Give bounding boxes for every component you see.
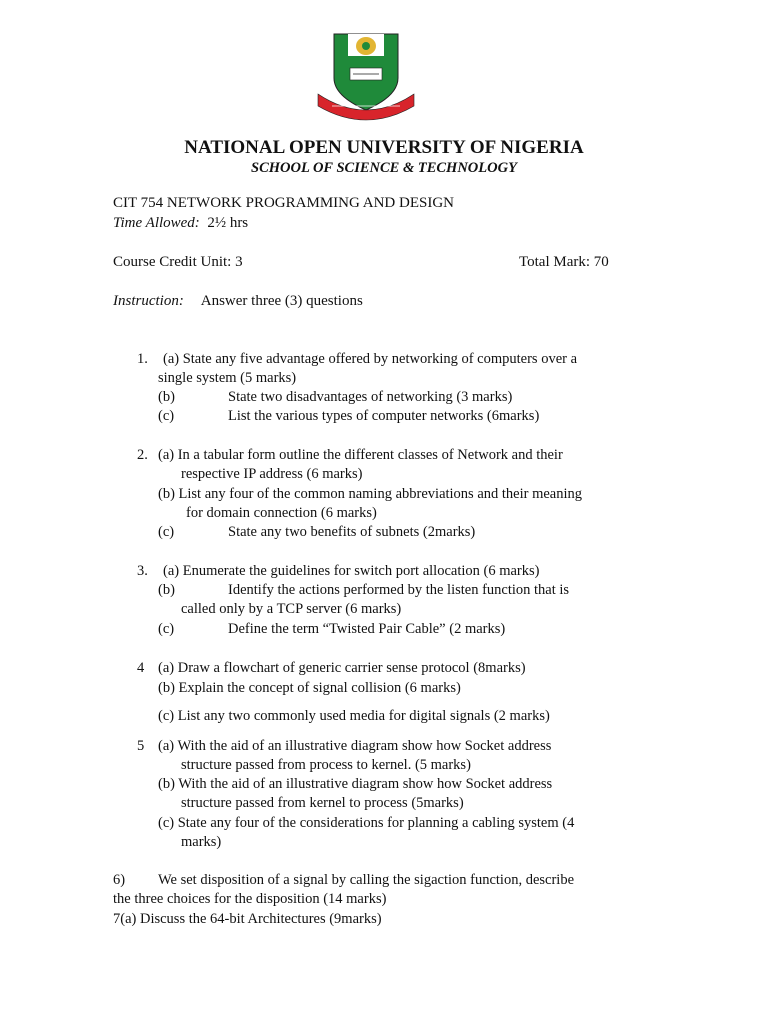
question-4-number: 4	[137, 660, 145, 676]
question-2-number: 2.	[137, 447, 148, 463]
question-2c-label: (c)	[158, 524, 175, 540]
question-4b: (b) Explain the concept of signal collision (6 marks)	[158, 680, 461, 696]
question-1b-label: (b)	[158, 389, 175, 405]
question-3c-label: (c)	[158, 621, 175, 637]
question-2a-line2: respective IP address (6 marks)	[181, 466, 363, 482]
question-1a-line2: single system (5 marks)	[158, 370, 297, 386]
total-mark: Total Mark: 70	[519, 254, 609, 270]
question-2c: State any two benefits of subnets (2marks)	[228, 524, 476, 540]
question-5c-line2: marks)	[181, 834, 222, 850]
question-6-number: 6)	[113, 872, 126, 888]
question-5a-line1: (a) With the aid of an illustrative diagram show how Socket address	[158, 738, 552, 754]
question-5c-line1: (c) State any four of the considerations for planning a cabling system (4	[158, 815, 575, 831]
course-credit-unit: Course Credit Unit: 3	[113, 254, 243, 270]
question-7-line1: 7(a) Discuss the 64-bit Architectures (9marks)	[113, 911, 382, 927]
question-5b-line1: (b) With the aid of an illustrative diagram show how Socket address	[158, 776, 553, 792]
question-5a-line2: structure passed from process to kernel. (5 marks)	[181, 757, 471, 773]
question-1-number: 1.	[137, 351, 148, 367]
question-2a-line1: (a) In a tabular form outline the different classes of Network and their	[158, 447, 563, 463]
instruction-text: Answer three (3) questions	[200, 293, 363, 309]
question-2b-line1: (b) List any four of the common naming abbreviations and their meaning	[158, 486, 583, 502]
question-1b: State two disadvantages of networking (3 marks)	[228, 389, 513, 405]
question-3-number: 3.	[137, 563, 148, 579]
question-2b-line2: for domain connection (6 marks)	[186, 505, 377, 521]
question-3b-line2: called only by a TCP server (6 marks)	[181, 601, 402, 617]
question-3c: Define the term “Twisted Pair Cable” (2 marks)	[228, 621, 506, 637]
question-4a: (a) Draw a flowchart of generic carrier sense protocol (8marks)	[158, 660, 526, 676]
question-3b-line1: Identify the actions performed by the listen function that is	[228, 582, 570, 598]
time-value: 2½ hrs	[207, 215, 249, 231]
question-5-number: 5	[137, 738, 145, 754]
instruction-label: Instruction:	[113, 293, 184, 309]
question-5b-line2: structure passed from kernel to process (5marks)	[181, 795, 464, 811]
question-3a: (a) Enumerate the guidelines for switch port allocation (6 marks)	[163, 563, 540, 579]
question-1c: List the various types of computer networks (6marks)	[228, 408, 540, 424]
question-4c: (c) List any two commonly used media for digital signals (2 marks)	[158, 708, 550, 724]
instruction	[113, 292, 363, 311]
question-1c-label: (c)	[158, 408, 175, 424]
time-allowed	[113, 214, 248, 233]
question-6-line1: We set disposition of a signal by calling the sigaction function, describe	[158, 872, 575, 888]
school-subtitle: SCHOOL OF SCIENCE & TECHNOLOGY	[251, 160, 517, 176]
university-title: NATIONAL OPEN UNIVERSITY OF NIGERIA	[184, 137, 584, 158]
question-1a-line1: (a) State any five advantage offered by networking of computers over a	[163, 351, 578, 367]
course-code-title: CIT 754 NETWORK PROGRAMMING AND DESIGN	[113, 195, 454, 211]
question-3b-label: (b)	[158, 582, 175, 598]
time-label: Time Allowed:	[113, 215, 200, 231]
question-6-line2: the three choices for the disposition (14 marks)	[113, 891, 387, 907]
university-crest-icon	[310, 30, 422, 122]
